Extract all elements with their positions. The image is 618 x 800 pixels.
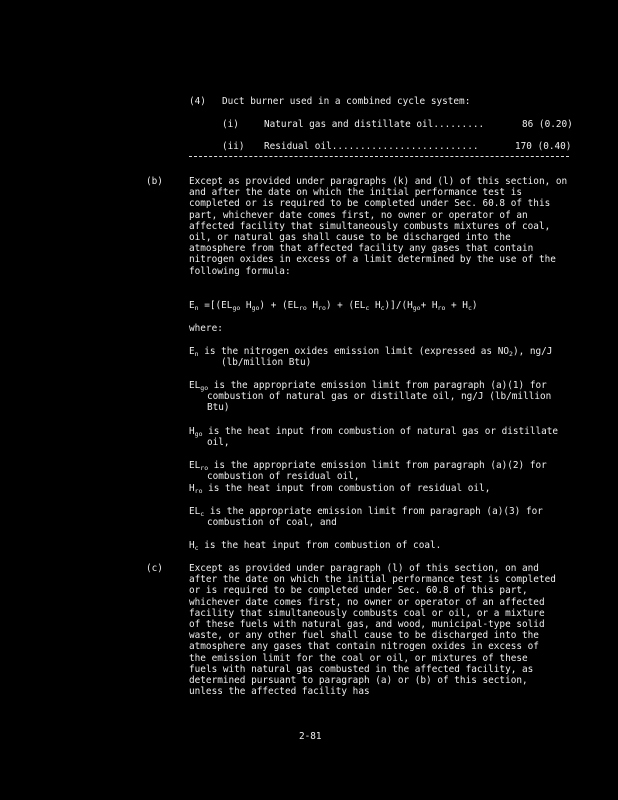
dashed-divider	[189, 156, 569, 157]
section-b-paragraph: Except as provided under paragraphs (k) and (l) of this section, on and after the date on which the initial performance test is completed or is required to be completed under Sec. 60.8 of this part, whichever date comes first, no owner or operator of an affected facility that simultaneously combusts mixtures of coal, oil, or natural gas shall cause to be discharged into the atmosphere from that affected facility any gases that contain nitrogen oxides in excess of a limit determined by the use of the following formula:	[189, 176, 568, 277]
item-i-label: (i)	[222, 119, 239, 130]
def-elc: $EL_c$ is the appropriate emission limit from paragraph (a)(3) for combustion of coal, and	[189, 506, 543, 529]
item-4-text: Duct burner used in a combined cycle system:	[222, 96, 471, 107]
item-ii-value: 170 (0.40)	[515, 141, 572, 152]
item-ii-text: Residual oil..........................	[264, 141, 479, 152]
item-ii-label: (ii)	[222, 141, 245, 152]
item-i-value: 86 (0.20)	[522, 119, 573, 130]
def-elgo: $EL_{go}$ is the appropriate emission limit from paragraph (a)(1) for combustion of natural gas or distillate oil, ng/J (lb/million Btu)	[189, 380, 552, 414]
section-c-paragraph: Except as provided under paragraph (l) of this section, on and after the date on which the initial performance test is completed or is required to be completed under Sec. 60.8 of this part, whichever date comes first, no owner or operator of an affected facility that simultaneously combusts coal or oil, or a mixture of these fuels with natural gas, and wood, municipal-type solid waste, or any other fuel shall cause to be discharged into the atmosphere any gases that contain nitrogen oxides in excess of the emission limit for the coal or oil, or mixtures of these fuels with natural gas combusted in the affected facility, as determined pursuant to paragraph (a) or (b) of this section, unless the affected facility has	[189, 563, 556, 698]
def-hgo: $H_{go}$ is the heat input from combustion of natural gas or distillate oil,	[189, 426, 559, 449]
formula: $E_n =[(EL_{go}$ $H_{go}) + (EL_{ro}$ $H_{ro}) + (EL_c$ $H_c)]/(H_{go}+ H_{ro} + H_c)$	[189, 300, 478, 312]
def-elro: $EL_{ro}$ is the appropriate emission limit from paragraph (a)(2) for combustion of residual oil,	[189, 460, 547, 483]
item-4-label: (4)	[189, 96, 206, 107]
def-hc: $H_c$ is the heat input from combustion of coal.	[189, 540, 442, 552]
where-label: where:	[189, 323, 223, 334]
def-en: $E_n$ is the nitrogen oxides emission limit (expressed as $NO_2$), ng/J (lb/million Btu)	[189, 346, 553, 369]
def-hro: $H_{ro}$ is the heat input from combustion of residual oil,	[189, 483, 491, 495]
item-i-text: Natural gas and distillate oil.........	[264, 119, 485, 130]
section-b-label: (b)	[146, 176, 163, 187]
section-c-label: (c)	[146, 563, 163, 574]
page-number: 2-81	[299, 731, 322, 742]
